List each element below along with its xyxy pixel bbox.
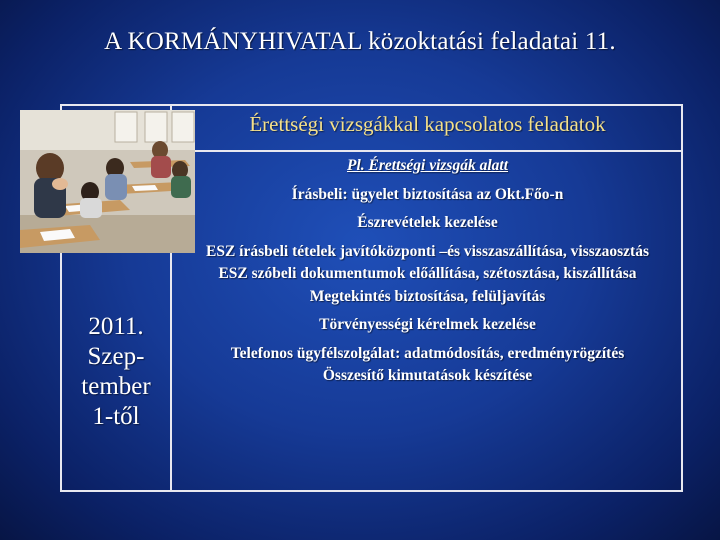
list-item: ESZ írásbeli tételek javítóközponti –és visszaszállítása, visszaosztás [205,242,650,260]
list-item: Összesítő kimutatások készítése [322,367,533,384]
date-label [62,312,170,432]
list-item: Írásbeli: ügyelet biztosítása az Okt.Főo-n [291,185,564,203]
list-item: Törvényességi kérelmek kezelése [319,316,536,333]
table-header: Érettségi vizsgákkal kapcsolatos feladatok [249,112,606,136]
date-line: 1-től [92,403,140,430]
slide-title: A KORMÁNYHIVATAL közoktatási feladatai 11. [104,28,616,55]
exam-classroom-photo [20,110,195,253]
list-item-intro: Pl. Érettségi vizsgák alatt [346,157,509,174]
list-item: Telefonos ügyfélszolgálat: adatmódosítás, eredményrögzítés [230,344,625,362]
task-list [180,156,675,395]
list-item: ESZ szóbeli dokumentumok előállítása, szétosztása, kiszállítása [218,265,637,282]
date-line: tember [81,373,151,400]
list-item: Észrevételek kezelése [357,214,498,231]
list-item: Megtekintés biztosítása, felüljavítás [309,287,546,305]
date-line: 2011. [88,313,144,340]
header-divider [170,150,683,152]
date-line: Szep- [87,343,145,370]
